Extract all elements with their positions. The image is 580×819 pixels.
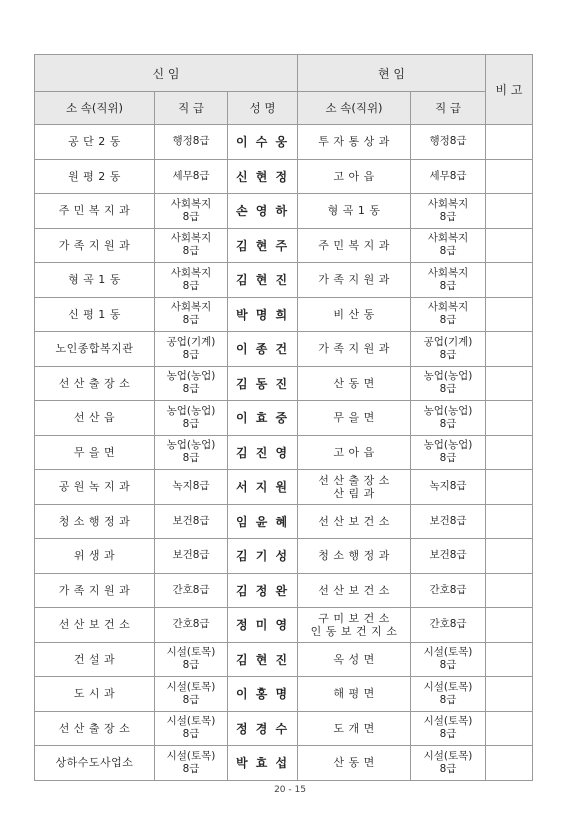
- name-cell: 박 명 희: [228, 297, 298, 332]
- new-post-header: 신 임: [35, 55, 298, 92]
- new-dept-cell: 신 평 1 동: [35, 297, 155, 332]
- current-grade-cell: 간호8급: [411, 573, 486, 608]
- remarks-cell: [486, 366, 533, 401]
- name-cell: 김 동 진: [228, 366, 298, 401]
- current-grade-cell: 농업(농업) 8급: [411, 401, 486, 436]
- table-body: [35, 125, 533, 781]
- current-grade-cell: 시설(토목) 8급: [411, 677, 486, 712]
- new-grade-cell: 사회복지 8급: [155, 194, 228, 229]
- current-grade-cell: 시설(토목) 8급: [411, 746, 486, 781]
- remarks-cell: [486, 746, 533, 781]
- new-dept-cell: 상하수도사업소: [35, 746, 155, 781]
- table-row: [35, 642, 533, 677]
- table-row: [35, 608, 533, 643]
- current-dept-cell: 선 산 보 건 소: [298, 573, 411, 608]
- current-grade-cell: 간호8급: [411, 608, 486, 643]
- current-dept-cell: 선 산 보 건 소: [298, 504, 411, 539]
- current-grade-cell: 시설(토목) 8급: [411, 711, 486, 746]
- table-row: [35, 470, 533, 505]
- name-cell: 정 경 수: [228, 711, 298, 746]
- new-dept-cell: 원 평 2 동: [35, 159, 155, 194]
- new-dept-cell: 위 생 과: [35, 539, 155, 574]
- current-grade-cell: 보건8급: [411, 504, 486, 539]
- table-row: [35, 263, 533, 298]
- name-cell: 박 효 섭: [228, 746, 298, 781]
- table-row: [35, 435, 533, 470]
- current-grade-cell: 농업(농업) 8급: [411, 435, 486, 470]
- new-grade-cell: 사회복지 8급: [155, 228, 228, 263]
- personnel-table: [34, 54, 533, 781]
- current-dept-cell: 고 아 읍: [298, 159, 411, 194]
- remarks-cell: [486, 263, 533, 298]
- current-grade-cell: 행정8급: [411, 125, 486, 160]
- current-grade-header: 직 급: [411, 92, 486, 125]
- new-dept-cell: 무 을 면: [35, 435, 155, 470]
- table-row: [35, 677, 533, 712]
- new-grade-cell: 간호8급: [155, 573, 228, 608]
- new-grade-cell: 사회복지 8급: [155, 297, 228, 332]
- current-dept-cell: 가 족 지 원 과: [298, 332, 411, 367]
- remarks-cell: [486, 435, 533, 470]
- name-cell: 신 현 정: [228, 159, 298, 194]
- name-cell: 김 현 진: [228, 263, 298, 298]
- current-dept-cell: 투 자 통 상 과: [298, 125, 411, 160]
- remarks-cell: [486, 677, 533, 712]
- table-row: [35, 228, 533, 263]
- new-grade-cell: 녹지8급: [155, 470, 228, 505]
- new-grade-header: 직 급: [155, 92, 228, 125]
- current-dept-cell: 해 평 면: [298, 677, 411, 712]
- table-row: [35, 366, 533, 401]
- new-dept-cell: 가 족 지 원 과: [35, 228, 155, 263]
- name-cell: 김 기 성: [228, 539, 298, 574]
- table-row: [35, 746, 533, 781]
- name-header: 성 명: [228, 92, 298, 125]
- new-grade-cell: 간호8급: [155, 608, 228, 643]
- remarks-cell: [486, 642, 533, 677]
- current-dept-cell: 가 족 지 원 과: [298, 263, 411, 298]
- current-dept-cell: 산 동 면: [298, 746, 411, 781]
- remarks-cell: [486, 159, 533, 194]
- new-dept-cell: 노인종합복지관: [35, 332, 155, 367]
- remarks-cell: [486, 539, 533, 574]
- current-grade-cell: 세무8급: [411, 159, 486, 194]
- name-cell: 이 종 건: [228, 332, 298, 367]
- current-grade-cell: 보건8급: [411, 539, 486, 574]
- new-grade-cell: 농업(농업) 8급: [155, 401, 228, 436]
- new-dept-cell: 가 족 지 원 과: [35, 573, 155, 608]
- new-dept-cell: 선 산 출 장 소: [35, 711, 155, 746]
- new-grade-cell: 공업(기계) 8급: [155, 332, 228, 367]
- new-dept-cell: 건 설 과: [35, 642, 155, 677]
- table-row: [35, 194, 533, 229]
- current-dept-cell: 구 미 보 건 소 인 동 보 건 지 소: [298, 608, 411, 643]
- current-grade-cell: 사회복지 8급: [411, 263, 486, 298]
- current-grade-cell: 농업(농업) 8급: [411, 366, 486, 401]
- table-row: [35, 297, 533, 332]
- current-grade-cell: 사회복지 8급: [411, 228, 486, 263]
- name-cell: 김 현 주: [228, 228, 298, 263]
- new-grade-cell: 세무8급: [155, 159, 228, 194]
- name-cell: 김 정 완: [228, 573, 298, 608]
- table-row: [35, 573, 533, 608]
- name-cell: 임 윤 혜: [228, 504, 298, 539]
- remarks-cell: [486, 125, 533, 160]
- current-dept-cell: 옥 성 면: [298, 642, 411, 677]
- table-row: [35, 401, 533, 436]
- table-row: [35, 332, 533, 367]
- new-grade-cell: 농업(농업) 8급: [155, 366, 228, 401]
- new-dept-cell: 공 단 2 동: [35, 125, 155, 160]
- current-grade-cell: 사회복지 8급: [411, 297, 486, 332]
- new-dept-cell: 공 원 녹 지 과: [35, 470, 155, 505]
- remarks-cell: [486, 228, 533, 263]
- table-row: [35, 125, 533, 160]
- current-dept-cell: 무 을 면: [298, 401, 411, 436]
- new-grade-cell: 시설(토목) 8급: [155, 746, 228, 781]
- table-row: [35, 711, 533, 746]
- remarks-cell: [486, 608, 533, 643]
- remarks-cell: [486, 470, 533, 505]
- table-row: [35, 504, 533, 539]
- name-cell: 정 미 영: [228, 608, 298, 643]
- name-cell: 이 수 웅: [228, 125, 298, 160]
- new-dept-cell: 청 소 행 정 과: [35, 504, 155, 539]
- remarks-cell: [486, 711, 533, 746]
- table-row: [35, 539, 533, 574]
- remarks-cell: [486, 504, 533, 539]
- current-grade-cell: 시설(토목) 8급: [411, 642, 486, 677]
- current-grade-cell: 공업(기계) 8급: [411, 332, 486, 367]
- current-grade-cell: 사회복지 8급: [411, 194, 486, 229]
- remarks-cell: [486, 573, 533, 608]
- new-dept-cell: 선 산 보 건 소: [35, 608, 155, 643]
- current-dept-cell: 비 산 동: [298, 297, 411, 332]
- name-cell: 이 효 중: [228, 401, 298, 436]
- new-grade-cell: 행정8급: [155, 125, 228, 160]
- new-grade-cell: 보건8급: [155, 539, 228, 574]
- new-grade-cell: 농업(농업) 8급: [155, 435, 228, 470]
- remarks-cell: [486, 194, 533, 229]
- table-row: [35, 159, 533, 194]
- new-dept-cell: 도 시 과: [35, 677, 155, 712]
- current-dept-cell: 형 곡 1 동: [298, 194, 411, 229]
- new-grade-cell: 사회복지 8급: [155, 263, 228, 298]
- current-dept-cell: 도 개 면: [298, 711, 411, 746]
- new-dept-header: 소 속(직위): [35, 92, 155, 125]
- new-dept-cell: 주 민 복 지 과: [35, 194, 155, 229]
- new-grade-cell: 시설(토목) 8급: [155, 642, 228, 677]
- current-dept-cell: 주 민 복 지 과: [298, 228, 411, 263]
- current-dept-cell: 산 동 면: [298, 366, 411, 401]
- new-dept-cell: 형 곡 1 동: [35, 263, 155, 298]
- new-dept-cell: 선 산 출 장 소: [35, 366, 155, 401]
- current-dept-header: 소 속(직위): [298, 92, 411, 125]
- current-grade-cell: 녹지8급: [411, 470, 486, 505]
- new-grade-cell: 시설(토목) 8급: [155, 677, 228, 712]
- current-dept-cell: 선 산 출 장 소 산 림 과: [298, 470, 411, 505]
- page-number: 20 - 15: [274, 785, 306, 795]
- name-cell: 김 진 영: [228, 435, 298, 470]
- remarks-cell: [486, 401, 533, 436]
- remarks-cell: [486, 332, 533, 367]
- name-cell: 김 현 진: [228, 642, 298, 677]
- new-grade-cell: 보건8급: [155, 504, 228, 539]
- name-cell: 서 지 원: [228, 470, 298, 505]
- remarks-cell: [486, 297, 533, 332]
- remarks-header: 비 고: [486, 55, 533, 125]
- current-dept-cell: 청 소 행 정 과: [298, 539, 411, 574]
- name-cell: 이 홍 명: [228, 677, 298, 712]
- new-grade-cell: 시설(토목) 8급: [155, 711, 228, 746]
- current-post-header: 현 임: [298, 55, 486, 92]
- new-dept-cell: 선 산 읍: [35, 401, 155, 436]
- current-dept-cell: 고 아 읍: [298, 435, 411, 470]
- name-cell: 손 영 하: [228, 194, 298, 229]
